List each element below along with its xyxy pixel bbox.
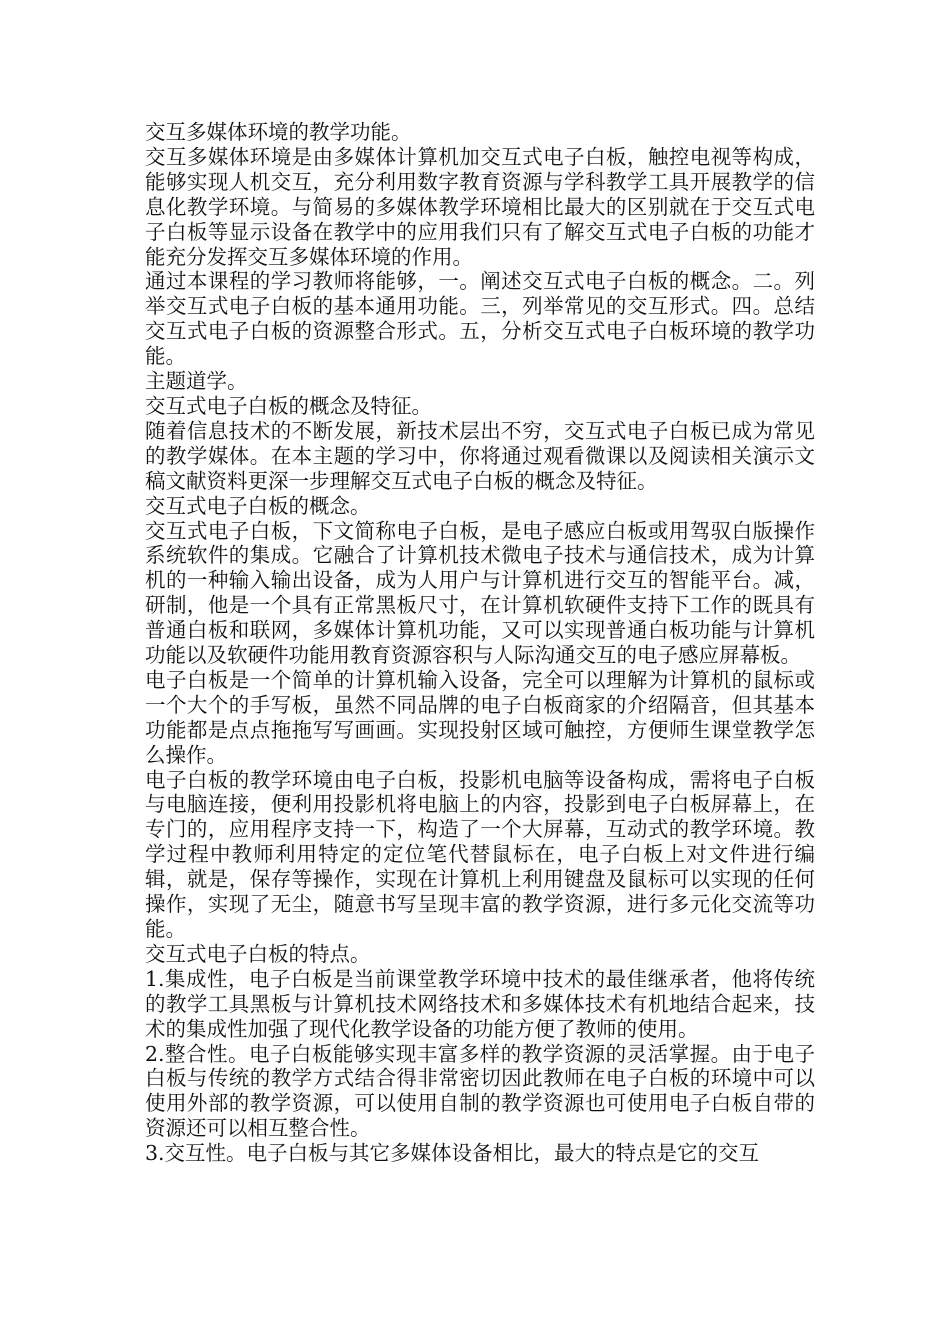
list-item-integration: 1.集成性，电子白板是当前课堂教学环境中技术的最佳继承者，他将传统的教学工具黑板与计算机技术网络技术和多媒体技术有机地结合起来，技术的集成性加强了现代化教学设备的功能方便了教师的使用。 bbox=[145, 966, 815, 1041]
list-item-consolidation: 2.整合性。电子白板能够实现丰富多样的教学资源的灵活掌握。由于电子白板与传统的教学方式结合得非常密切因此教师在电子白板的环境中可以使用外部的教学资源，可以使用自制的教学资源也可使用电子白板自带的资源还可以相互整合性。 bbox=[145, 1041, 815, 1141]
paragraph-topic-overview: 随着信息技术的不断发展，新技术层出不穷，交互式电子白板已成为常见的教学媒体。在本主题的学习中，你将通过观看微课以及阅读相关演示文稿文献资料更深一步理解交互式电子白板的概念及特征。 bbox=[145, 418, 815, 493]
document-page bbox=[145, 120, 815, 1166]
heading-concept-features: 交互式电子白板的概念及特征。 bbox=[145, 393, 432, 418]
paragraph-input-device: 电子白板是一个简单的计算机输入设备，完全可以理解为计算机的鼠标或一个大个的手写板，虽然不同品牌的电子白板商家的介绍隔音，但其基本功能都是点点拖拖写写画画。实现投射区域可触控，方便师生课堂教学怎么操作。 bbox=[145, 667, 815, 767]
heading-topic-guide: 主题道学。 bbox=[145, 369, 248, 394]
paragraph-teaching-environment: 电子白板的教学环境由电子白板，投影机电脑等设备构成，需将电子白板与电脑连接，便利用投影机将电脑上的内容，投影到电子白板屏幕上，在专门的，应用程序支持一下，构造了一个大屏幕，互动式的教学环境。教学过程中教师利用特定的定位笔代替鼠标在，电子白板上对文件进行编辑，就是，保存等操作，实现在计算机上利用键盘及鼠标可以实现的任何操作，实现了无尘，随意书写呈现丰富的教学资源，进行多元化交流等功能。 bbox=[145, 767, 815, 941]
list-item-interactivity: 3.交互性。电子白板与其它多媒体设备相比，最大的特点是它的交互 bbox=[145, 1141, 760, 1166]
heading-concept: 交互式电子白板的概念。 bbox=[145, 493, 371, 518]
heading-interactive-multimedia: 交互多媒体环境的教学功能。 bbox=[145, 120, 412, 144]
paragraph-objectives: 通过本课程的学习教师将能够，一。阐述交互式电子白板的概念。二。列举交互式电子白板的基本通用功能。三，列举常见的交互形式。四。总结交互式电子白板的资源整合形式。五，分析交互式电子白板环境的教学功能。 bbox=[145, 269, 815, 369]
heading-characteristics: 交互式电子白板的特点。 bbox=[145, 941, 371, 966]
paragraph-definition: 交互式电子白板，下文简称电子白板，是电子感应白板或用驾驭白版操作系统软件的集成。它融合了计算机技术微电子技术与通信技术，成为计算机的一种输入输出设备，成为人用户与计算机进行交互的智能平台。减，研制，他是一个具有正常黑板尺寸，在计算机软硬件支持下工作的既具有普通白板和联网，多媒体计算机功能，又可以实现普通白板功能与计算机功能以及软硬件功能用教育资源容积与人际沟通交互的电子感应屏幕板。 bbox=[145, 518, 815, 668]
paragraph-intro: 交互多媒体环境是由多媒体计算机加交互式电子白板，触控电视等构成，能够实现人机交互，充分利用数字教育资源与学科教学工具开展教学的信息化教学环境。与简易的多媒体教学环境相比最大的区别就在于交互式电子白板等显示设备在教学中的应用我们只有了解交互式电子白板的功能才能充分发挥交互多媒体环境的作用。 bbox=[145, 144, 815, 269]
